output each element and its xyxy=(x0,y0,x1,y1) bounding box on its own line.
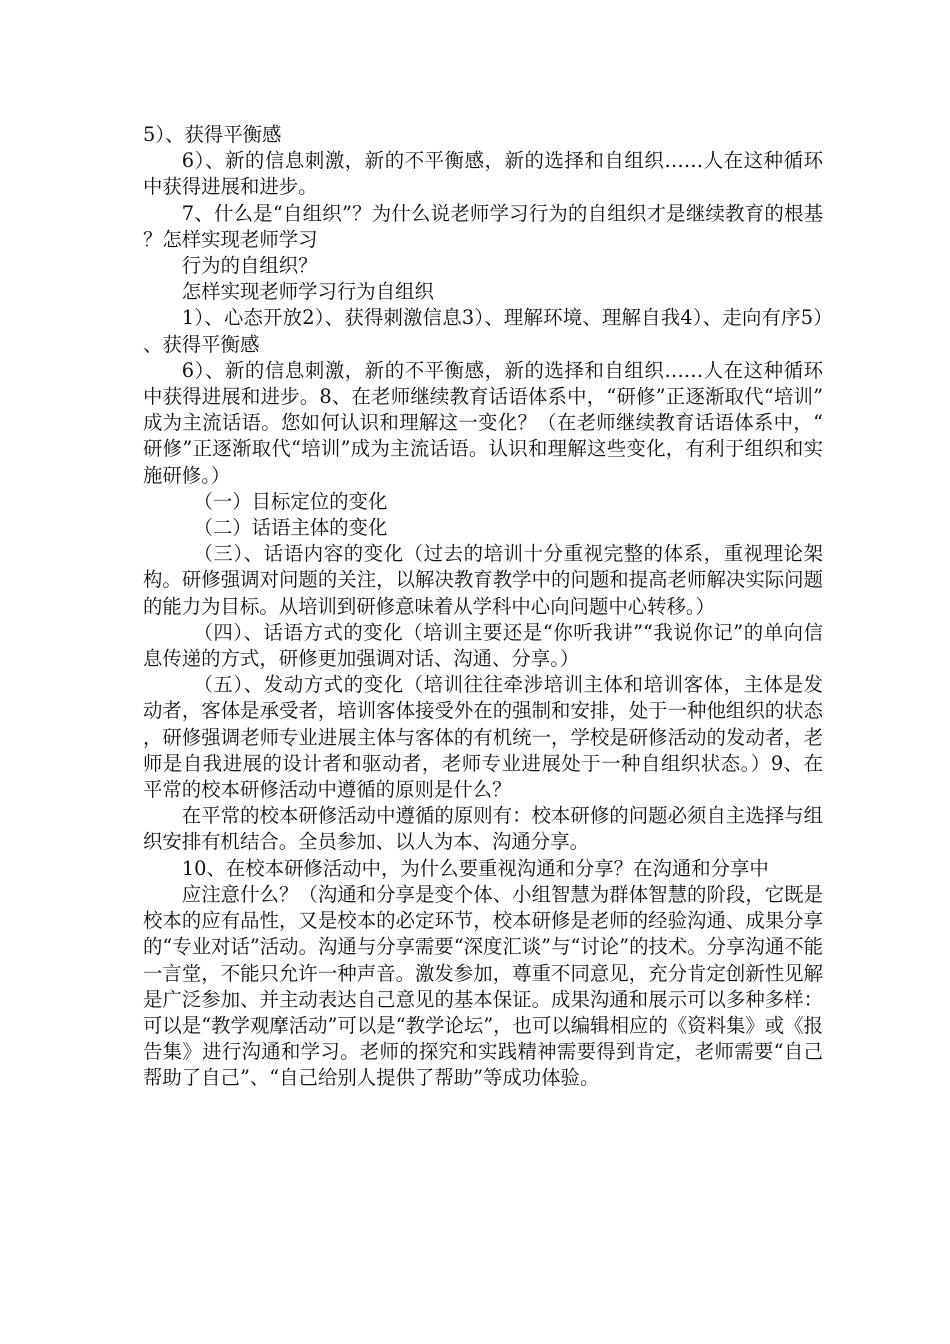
paragraph: 6）、新的信息刺激，新的不平衡感，新的选择和自组织……人在这种循环中获得进展和进步。 xyxy=(143,149,823,199)
paragraph: （一）目标定位的变化 xyxy=(193,489,388,513)
paragraph: （四）、话语方式的变化（培训主要还是“你听我讲”“我说你记”的单向信息传递的方式，研修更加强调对话、沟通、分享。） xyxy=(143,620,823,671)
paragraph: 怎样实现老师学习行为自组织 xyxy=(181,280,434,304)
paragraph: 7、什么是“自组织”？为什么说老师学习行为的自组织才是继续教育的根基？怎样实现老师学习 xyxy=(143,201,823,251)
paragraph: 1）、心态开放2）、获得刺激信息3）、理解环境、理解自我4）、走向有序5）、获得平衡感 xyxy=(143,306,823,356)
paragraph: 在平常的校本研修活动中遵循的原则有：校本研修的问题必须自主选择与组织安排有机结合。全员参加、以人为本、沟通分享。 xyxy=(143,804,823,854)
paragraph: （五）、发动方式的变化（培训往往牵涉培训主体和培训客体，主体是发动者，客体是承受者，培训客体接受外在的强制和安排，处于一种他组织的状态，研修强调老师专业进展主体与客体的有机统一，学校是研修活动的发动者，老师是自我进展的设计者和驱动者，老师专业进展处于一种自组织状态。）9、在平常的校本研修活动中遵循的原则是什么？ xyxy=(143,673,823,802)
document-body xyxy=(143,122,823,1092)
paragraph: 10、在校本研修活动中，为什么要重视沟通和分享？在沟通和分享中 xyxy=(181,856,769,880)
paragraph: （二）话语主体的变化 xyxy=(193,516,388,540)
paragraph: 5）、获得平衡感 xyxy=(143,123,282,146)
paragraph: 6）、新的信息刺激，新的不平衡感，新的选择和自组织……人在这种循环中获得进展和进步。8、在老师继续教育话语体系中，“研修”正逐渐取代“培训”成为主流话语。您如何认识和理解这一变化？（在老师继续教育话语体系中，“研修”正逐渐取代“培训”成为主流话语。认识和理解这些变化，有利于组织和实施研修。） xyxy=(143,358,823,487)
paragraph: （三）、话语内容的变化（过去的培训十分重视完整的体系，重视理论架构。研修强调对问题的关注，以解决教育教学中的问题和提高老师解决实际问题的能力为目标。从培训到研修意味着从学科中心向问题中心转移。） xyxy=(143,542,823,618)
paragraph: 行为的自组织？ xyxy=(181,254,318,278)
paragraph: 应注意什么？（沟通和分享是变个体、小组智慧为群体智慧的阶段，它既是校本的应有品性，又是校本的必定环节，校本研修是老师的经验沟通、成果分享的“专业对话”活动。沟通与分享需要“深度汇谈”与“讨论”的技术。分享沟通不能一言堂，不能只允许一种声音。激发参加，尊重不同意见，充分肯定创新性见解是广泛参加、并主动表达自己意见的基本保证。成果沟通和展示可以多种多样：可以是“教学观摩活动”可以是“教学论坛”，也可以编辑相应的《资料集》或《报告集》进行沟通和学习。老师的探究和实践精神需要得到肯定，老师需要“自己帮助了自己”、“自己给别人提供了帮助”等成功体验。 xyxy=(143,882,823,1090)
